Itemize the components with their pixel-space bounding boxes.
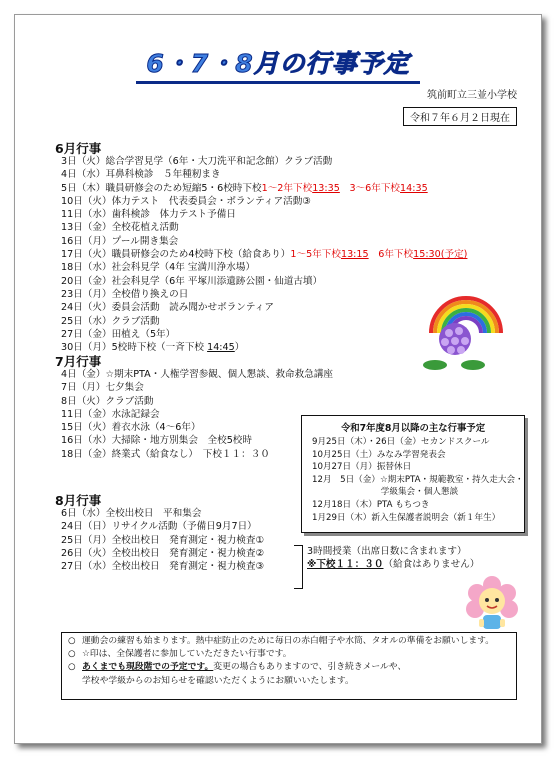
event-text: 24日（火）委員会活動 読み聞かせボランティア <box>61 302 274 314</box>
event-text: 17日（火）職員研修会のため4校時下校（給食あり） <box>61 249 291 261</box>
later-schedule-item: 1月29日（木）新入生保護者説明会（新１年生） <box>312 512 501 523</box>
event-text: 16日（水）大掃除・地方別集会 全校5校時 <box>61 435 252 447</box>
event-row <box>61 520 264 533</box>
event-text: 1～2年下校 <box>261 182 313 194</box>
footer-notes-box <box>61 632 517 700</box>
august-event-list <box>61 507 264 573</box>
event-row <box>61 301 467 314</box>
event-row <box>61 221 467 234</box>
flower-mascot-icon <box>461 575 523 635</box>
event-text: 8日（火）クラブ活動 <box>61 395 154 407</box>
later-schedule-item: 10月27日（月）振替休日 <box>312 462 412 473</box>
event-text: 16日（月）プール開き集会 <box>61 235 179 247</box>
event-text: 5日（木）職員研修会のため短縮5・6校時下校 <box>61 182 262 194</box>
event-row <box>61 168 467 181</box>
event-row <box>61 395 333 408</box>
event-text: 15:30(予定) <box>413 249 468 261</box>
event-text: 18日（金）終業式（給食なし） 下校１１：３０ <box>61 448 270 460</box>
notice-dismissal-time: ※下校１１：３０ <box>307 559 384 570</box>
footer-note-4: 学校や学級からのお知らせを確認いただくようにお願いいたします。 <box>82 675 354 686</box>
later-schedule-item: 学級集会・個人懇談 <box>312 487 459 498</box>
event-row <box>61 195 467 208</box>
event-text: 13:35 <box>312 182 340 194</box>
footer-note-3: ○ あくまでも現段階での予定です。変更の場合もありますので、引き続きメールや、 <box>68 661 510 674</box>
notice-no-lunch: （給食はありません） <box>383 559 480 570</box>
event-text: 23日（月）全校借り換えの日 <box>61 288 189 300</box>
july-heading: 7月行事 <box>55 354 102 369</box>
event-row <box>61 560 264 573</box>
event-text: ） <box>234 342 245 354</box>
later-schedule-box <box>301 415 525 533</box>
event-row <box>61 507 264 520</box>
document-page <box>14 14 542 744</box>
footer-bullet: ○ <box>68 636 76 646</box>
event-text: 3～6年下校 <box>349 182 401 194</box>
event-text: 13:15 <box>340 249 369 261</box>
event-text: 27日（水）全校出校日 発育測定・視力検査③ <box>61 561 265 573</box>
event-row <box>61 421 333 434</box>
event-row <box>61 381 333 394</box>
later-schedule-item: 9月25日（木）・26日（金）セカンドスクール <box>312 437 490 447</box>
event-text: 18日（水）社会科見学（4年 宝満川浄水場） <box>61 262 256 274</box>
later-schedule-item: 12月 5日（金）☆期末PTA・規範教室・持久走大会・ <box>312 474 524 485</box>
footer-note-2: ○ ☆印は、全保護者に参加していただきたい行事です。 <box>68 648 510 661</box>
event-text: 4日（水）耳鼻科検診 ５年種籾まき <box>61 169 221 181</box>
event-text: 7日（月）七夕集会 <box>61 382 144 394</box>
event-row <box>61 547 264 560</box>
august-heading: 8月行事 <box>55 493 102 508</box>
event-text: 1～5年下校 <box>290 249 341 261</box>
event-text: 30日（月）5校時下校（一斉下校 <box>61 342 208 354</box>
footer-bullet: ○ <box>68 649 76 660</box>
event-row <box>61 408 333 421</box>
event-text: 14:45 <box>207 342 235 354</box>
event-text: 25日（水）クラブ活動 <box>61 315 160 327</box>
event-row <box>61 261 467 274</box>
event-text: 4日（金）☆期末PTA・人権学習参観、個人懇談、救命救急講座 <box>61 369 334 380</box>
event-row <box>61 328 467 341</box>
attendance-day-brace <box>294 545 303 589</box>
notice-line-1: 3時間授業（出席日数に含まれます） <box>307 546 467 557</box>
event-text: 3日（火）総合学習見学（6年・大刀洗平和記念館）クラブ活動 <box>61 156 333 167</box>
event-text <box>340 183 350 194</box>
event-text: 13日（金）全校花植え活動 <box>61 222 179 234</box>
event-text: 10日（火）体力テスト 代表委員会・ボランティア活動③ <box>61 195 311 207</box>
event-text: 14:35 <box>400 182 428 194</box>
event-row <box>61 275 467 288</box>
school-name: 筑前町立三並小学校 <box>427 90 517 101</box>
event-text: 6日（水）全校出校日 平和集会 <box>61 508 202 519</box>
july-event-list <box>61 368 333 461</box>
event-text: 27日（金）田植え（5年） <box>61 328 176 340</box>
event-row <box>61 315 467 328</box>
event-text: 15日（火）着衣水泳（4～6年） <box>61 422 201 434</box>
footer-bullet: ○ <box>68 662 76 673</box>
later-schedule-item: 10月25日（土）みなみ学習発表会 <box>312 449 446 460</box>
event-text: 20日（金）社会科見学（6年 平塚川添遺跡公園・仙道古墳） <box>61 275 323 287</box>
event-text: 24日（日）リサイクル活動（予備日9月7日） <box>61 521 257 533</box>
rainbow-hydrangea-icon <box>421 281 511 371</box>
footer-note-1: ○ 運動会の練習も始まります。熱中症防止のために毎日の赤白帽子や水筒、タオルの準備をお願いします。 <box>68 635 510 648</box>
as-of-date-badge: 令和７年６月２日現在 <box>403 107 517 126</box>
attendance-day-notice <box>307 545 479 571</box>
later-schedule-list <box>302 436 524 524</box>
event-row <box>61 448 333 461</box>
event-text: 26日（火）全校出校日 発育測定・視力検査② <box>61 547 265 559</box>
event-row <box>61 341 467 354</box>
event-row <box>61 534 264 547</box>
event-row <box>61 155 467 168</box>
june-event-list <box>61 155 467 354</box>
page-title: 6・7・8月の行事予定 <box>136 49 419 84</box>
event-row <box>61 248 467 261</box>
event-text: 11日（水）歯科検診 体力テスト予備日 <box>61 209 236 221</box>
later-schedule-item: 12月18日（木）PTA もちつき <box>312 499 430 510</box>
event-row <box>61 182 467 195</box>
later-schedule-heading: 令和7年度8月以降の主な行事予定 <box>340 423 486 434</box>
event-text: 11日（金）水泳記録会 <box>61 408 160 420</box>
event-text: 25日（月）全校出校日 発育測定・視力検査① <box>61 534 265 546</box>
june-heading: 6月行事 <box>55 141 102 156</box>
event-row <box>61 368 333 381</box>
event-row <box>61 434 333 447</box>
event-row <box>61 208 467 221</box>
event-row <box>61 288 467 301</box>
event-text: 6年下校 <box>368 249 414 261</box>
event-row <box>61 235 467 248</box>
